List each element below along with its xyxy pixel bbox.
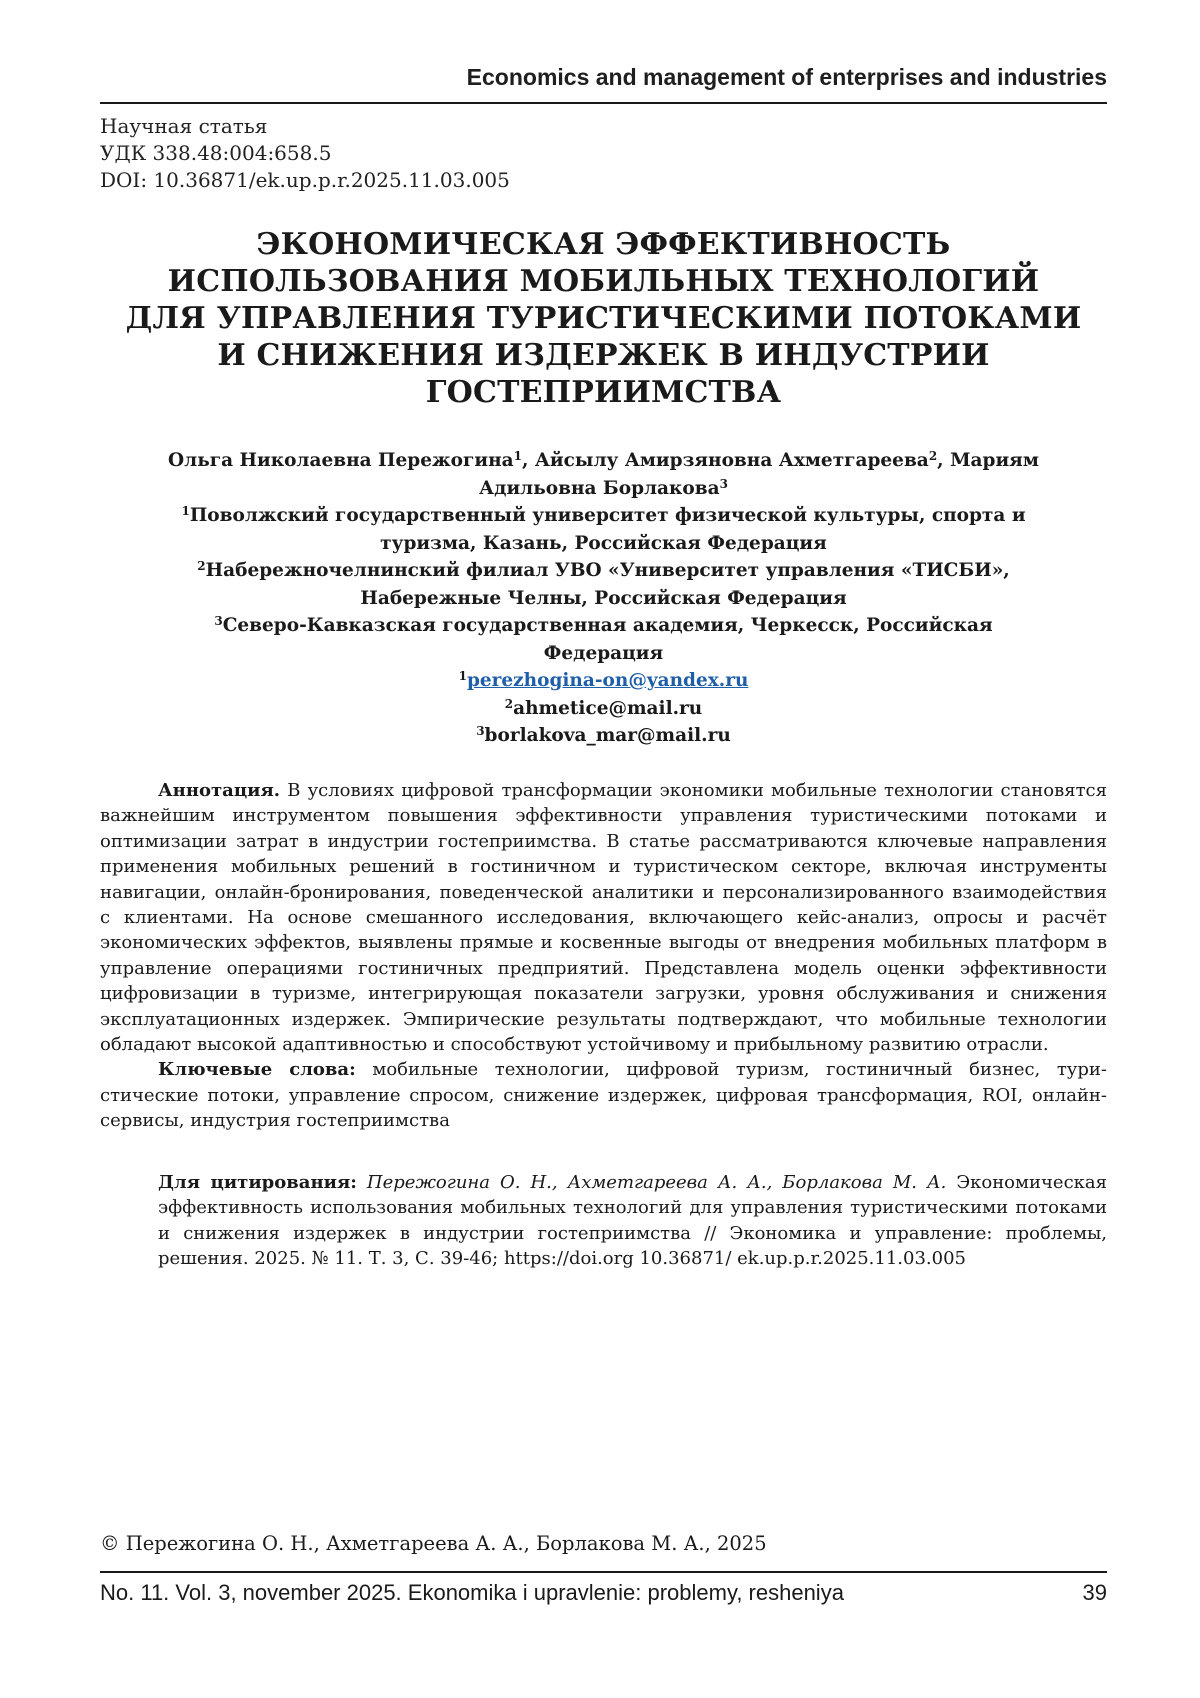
email-sup: 3 xyxy=(476,724,485,738)
affiliation-line: Набережные Челны, Российская Федерация xyxy=(360,587,847,609)
affiliation-text: Набережночелнинский филиал УВО «Университет управления «ТИСБИ», xyxy=(205,560,1010,581)
citation-label: Для цитирования: xyxy=(158,1172,357,1193)
title-line: И СНИЖЕНИЯ ИЗДЕРЖЕК В ИНДУСТРИИ xyxy=(217,338,990,373)
title-line: ГОСТЕПРИИМСТВА xyxy=(425,375,782,410)
affiliation-line xyxy=(100,502,1107,530)
affiliation-line: Федерация xyxy=(543,642,664,664)
keywords-label: Ключевые слова: xyxy=(158,1059,356,1081)
abstract-text: В условиях цифровой трансформации экономики мобильные технологии становятся важнейшим инструментом повышения эффективности управления туристическими потоками и оптимизации затрат в индустрии гостеприимства. В статье рассматриваются ключевые направления применения мобильных решений в гостиничном и туристическом секторе, включая инструменты навигации, онлайн-бронирования, поведенческой аналитики и персонализированного взаимодействия с клиентами. На основе смешанного исследования, включающего кейс-анализ, опросы и расчёт экономических эффектов, выявлены прямые и косвенные выгоды от внедрения мобильных платформ в управление операциями гостиничных предприятий. Представлена модель оценки эффективности цифровизации в туризме, интегрирующая показатели загрузки, уровня обслуживания и снижения эксплуатационных издержек. Эмпирические результаты подтверждают, что мобильные технологии обладают высокой адаптивностью и способствуют устойчивому и прибыльному развитию отрасли. xyxy=(100,780,1107,1056)
email-text: borlakova_mar@mail.ru xyxy=(484,725,731,746)
citation-text: Экономическая эффективность использования мобильных технологий для управления туристическими потоками и снижения издержек в индустрии гостеприимства // Экономика и управление: проблемы, решения. 2025. № 11. Т. 3, С. 39-46; https://doi.org 10.36871/ ek.up.p.r.2025.11.03.005 xyxy=(158,1172,1107,1270)
email-link[interactable]: perezhogina-on@yandex.ru xyxy=(466,670,749,691)
page-number: 39 xyxy=(1082,1580,1107,1605)
abstract-section xyxy=(100,778,1107,1134)
author-name: Мариям xyxy=(950,450,1039,471)
citation-block xyxy=(158,1170,1107,1272)
author-sup: 2 xyxy=(928,449,938,463)
authors-block xyxy=(100,447,1107,750)
affiliation-sup: 1 xyxy=(181,504,190,518)
copyright-notice: © Пережогина О. Н., Ахметгареева А. А., Борлакова М. А., 2025 xyxy=(100,1532,767,1555)
author-name: Ольга Николаевна Пережогина xyxy=(168,450,514,471)
author-sup: 3 xyxy=(719,476,728,491)
title-line: ЭКОНОМИЧЕСКАЯ ЭФФЕКТИВНОСТЬ xyxy=(256,227,951,262)
author-line xyxy=(100,475,1107,503)
email-line xyxy=(100,722,1107,750)
affiliation-line xyxy=(100,612,1107,640)
doi: DOI: 10.36871/ek.up.p.r.2025.11.03.005 xyxy=(100,168,510,192)
affiliation-line: туризма, Казань, Российская Федерация xyxy=(380,532,827,554)
author-name: Айсылу Амирзяновна Ахметгареева xyxy=(534,450,929,471)
email-sup: 2 xyxy=(504,696,514,711)
title-line: ИСПОЛЬЗОВАНИЯ МОБИЛЬНЫХ ТЕХНОЛОГИЙ xyxy=(167,264,1040,299)
affiliation-text: Поволжский государственный университет физической культуры, спорта и xyxy=(189,505,1026,526)
affiliation-sup: 2 xyxy=(197,559,206,573)
udc-code: УДК 338.48:004:658.5 xyxy=(100,141,332,165)
header-rule xyxy=(100,102,1107,104)
email-line xyxy=(100,695,1107,723)
article-title xyxy=(100,226,1107,411)
abstract-paragraph xyxy=(100,778,1107,1057)
article-meta xyxy=(100,113,510,194)
footer-issue: No. 11. Vol. 3, november 2025. Ekonomika i upravlenie: problemy, resheniya xyxy=(100,1580,844,1605)
citation-authors: Пережогина О. Н., Ахметгареева А. А., Борлакова М. А. xyxy=(366,1172,947,1193)
keywords-paragraph xyxy=(100,1057,1107,1133)
affiliation-line xyxy=(100,557,1107,585)
author-line: Ольга Николаевна Пережогина$^1$, Айсылу Амирзяновна Ахметгареева$^2$, Мариям xyxy=(168,449,1039,471)
affiliation-text: Северо-Кавказская государственная академия, Черкесск, Российская xyxy=(222,615,993,636)
affiliation-sup: 3 xyxy=(214,614,223,628)
email-line xyxy=(100,667,1107,695)
abstract-label: Аннотация. xyxy=(158,780,281,801)
footer-rule xyxy=(100,1571,1107,1573)
author-name: Адильовна Борлакова xyxy=(479,477,720,499)
journal-running-head: Economics and management of enterprises and industries xyxy=(466,64,1107,90)
email-text: ahmetice@mail.ru xyxy=(513,697,703,719)
article-type: Научная статья xyxy=(100,114,268,138)
keywords-text: мобильные технологии, цифровой туризм, гостиничный бизнес, туристические потоки, управление спросом, снижение издержек, цифровая трансформация, ROI, онлайн-сервисы, индустрия гостеприимства xyxy=(100,1059,1108,1132)
email-sup: 1 xyxy=(458,669,467,683)
title-line: ДЛЯ УПРАВЛЕНИЯ ТУРИСТИЧЕСКИМИ ПОТОКАМИ xyxy=(125,301,1082,336)
author-sup: 1 xyxy=(513,449,522,463)
